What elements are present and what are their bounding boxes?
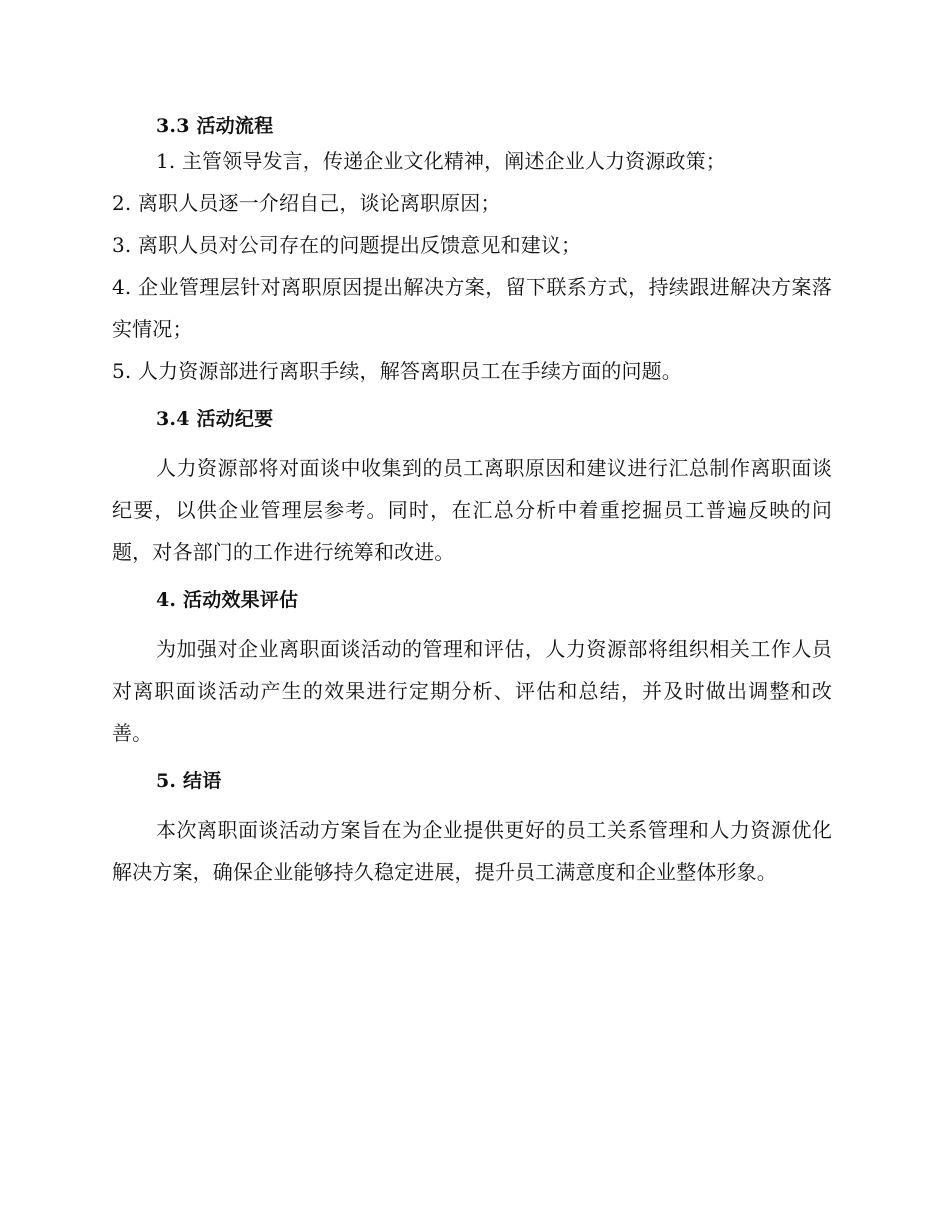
section-heading-5: 5. 结语 xyxy=(156,770,222,792)
section-heading-3-3: 3.3 活动流程 xyxy=(156,115,274,137)
section-heading-4: 4. 活动效果评估 xyxy=(156,589,299,611)
activity-process-list xyxy=(112,140,832,392)
activity-process-item: 3. 离职人员对公司存在的问题提出反馈意见和建议； xyxy=(112,233,582,257)
activity-process-item: 5. 人力资源部进行离职手续，解答离职员工在手续方面的问题。 xyxy=(112,359,682,383)
activity-process-item: 4. 企业管理层针对离职原因提出解决方案，留下联系方式，持续跟进解决方案落实情况； xyxy=(112,275,832,341)
section-body-4: 为加强对企业离职面谈活动的管理和评估，人力资源部将组织相关工作人员对离职面谈活动产生的效果进行定期分析、评估和总结，并及时做出调整和改善。 xyxy=(112,637,832,745)
section-body-3-4: 人力资源部将对面谈中收集到的员工离职原因和建议进行汇总制作离职面谈纪要，以供企业管理层参考。同时，在汇总分析中着重挖掘员工普遍反映的问题，对各部门的工作进行统筹和改进。 xyxy=(112,456,832,564)
section-body-5: 本次离职面谈活动方案旨在为企业提供更好的员工关系管理和人力资源优化解决方案，确保企业能够持久稳定进展，提升员工满意度和企业整体形象。 xyxy=(112,818,832,884)
document-content xyxy=(112,112,832,893)
activity-process-item: 2. 离职人员逐一介绍自己，谈论离职原因； xyxy=(112,191,501,215)
section-heading-3-4: 3.4 活动纪要 xyxy=(156,408,274,430)
activity-process-item: 1. 主管领导发言，传递企业文化精神，阐述企业人力资源政策； xyxy=(156,149,726,173)
